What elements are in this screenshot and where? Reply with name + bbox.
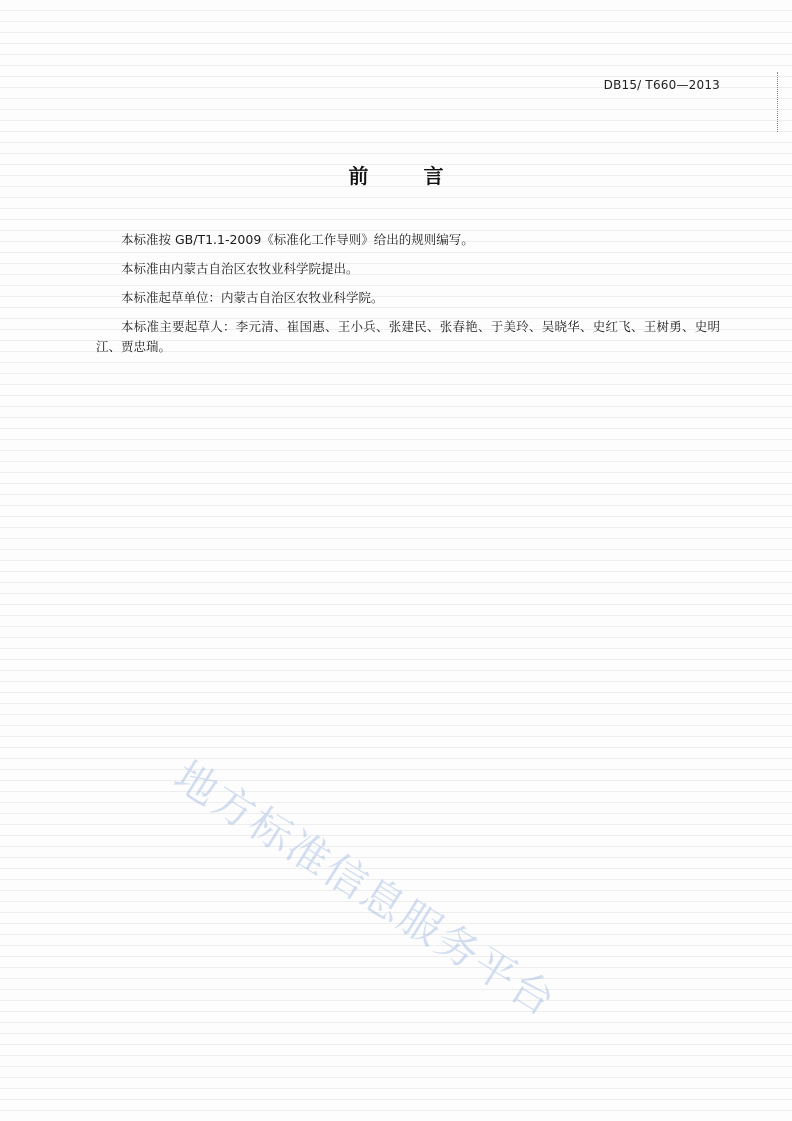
- foreword-body: [96, 230, 720, 366]
- paragraph-drafters: 本标准主要起草人：李元清、崔国惠、王小兵、张建民、张春艳、于美玲、吴晓华、史红飞、王树勇、史明江、贾忠瑞。: [96, 319, 720, 354]
- paragraph-drafting-rules: 本标准按 GB/T1.1-2009《标准化工作导则》给出的规则编写。: [121, 232, 474, 247]
- margin-mark: [777, 72, 780, 132]
- paragraph-drafting-unit: 本标准起草单位：内蒙古自治区农牧业科学院。: [121, 290, 384, 305]
- page-title: 前 言: [348, 164, 468, 188]
- document-code: DB15/ T660—2013: [603, 78, 720, 92]
- watermark-text: 地方标准信息服务平台: [165, 751, 565, 1027]
- paragraph-proposer: 本标准由内蒙古自治区农牧业科学院提出。: [121, 261, 359, 276]
